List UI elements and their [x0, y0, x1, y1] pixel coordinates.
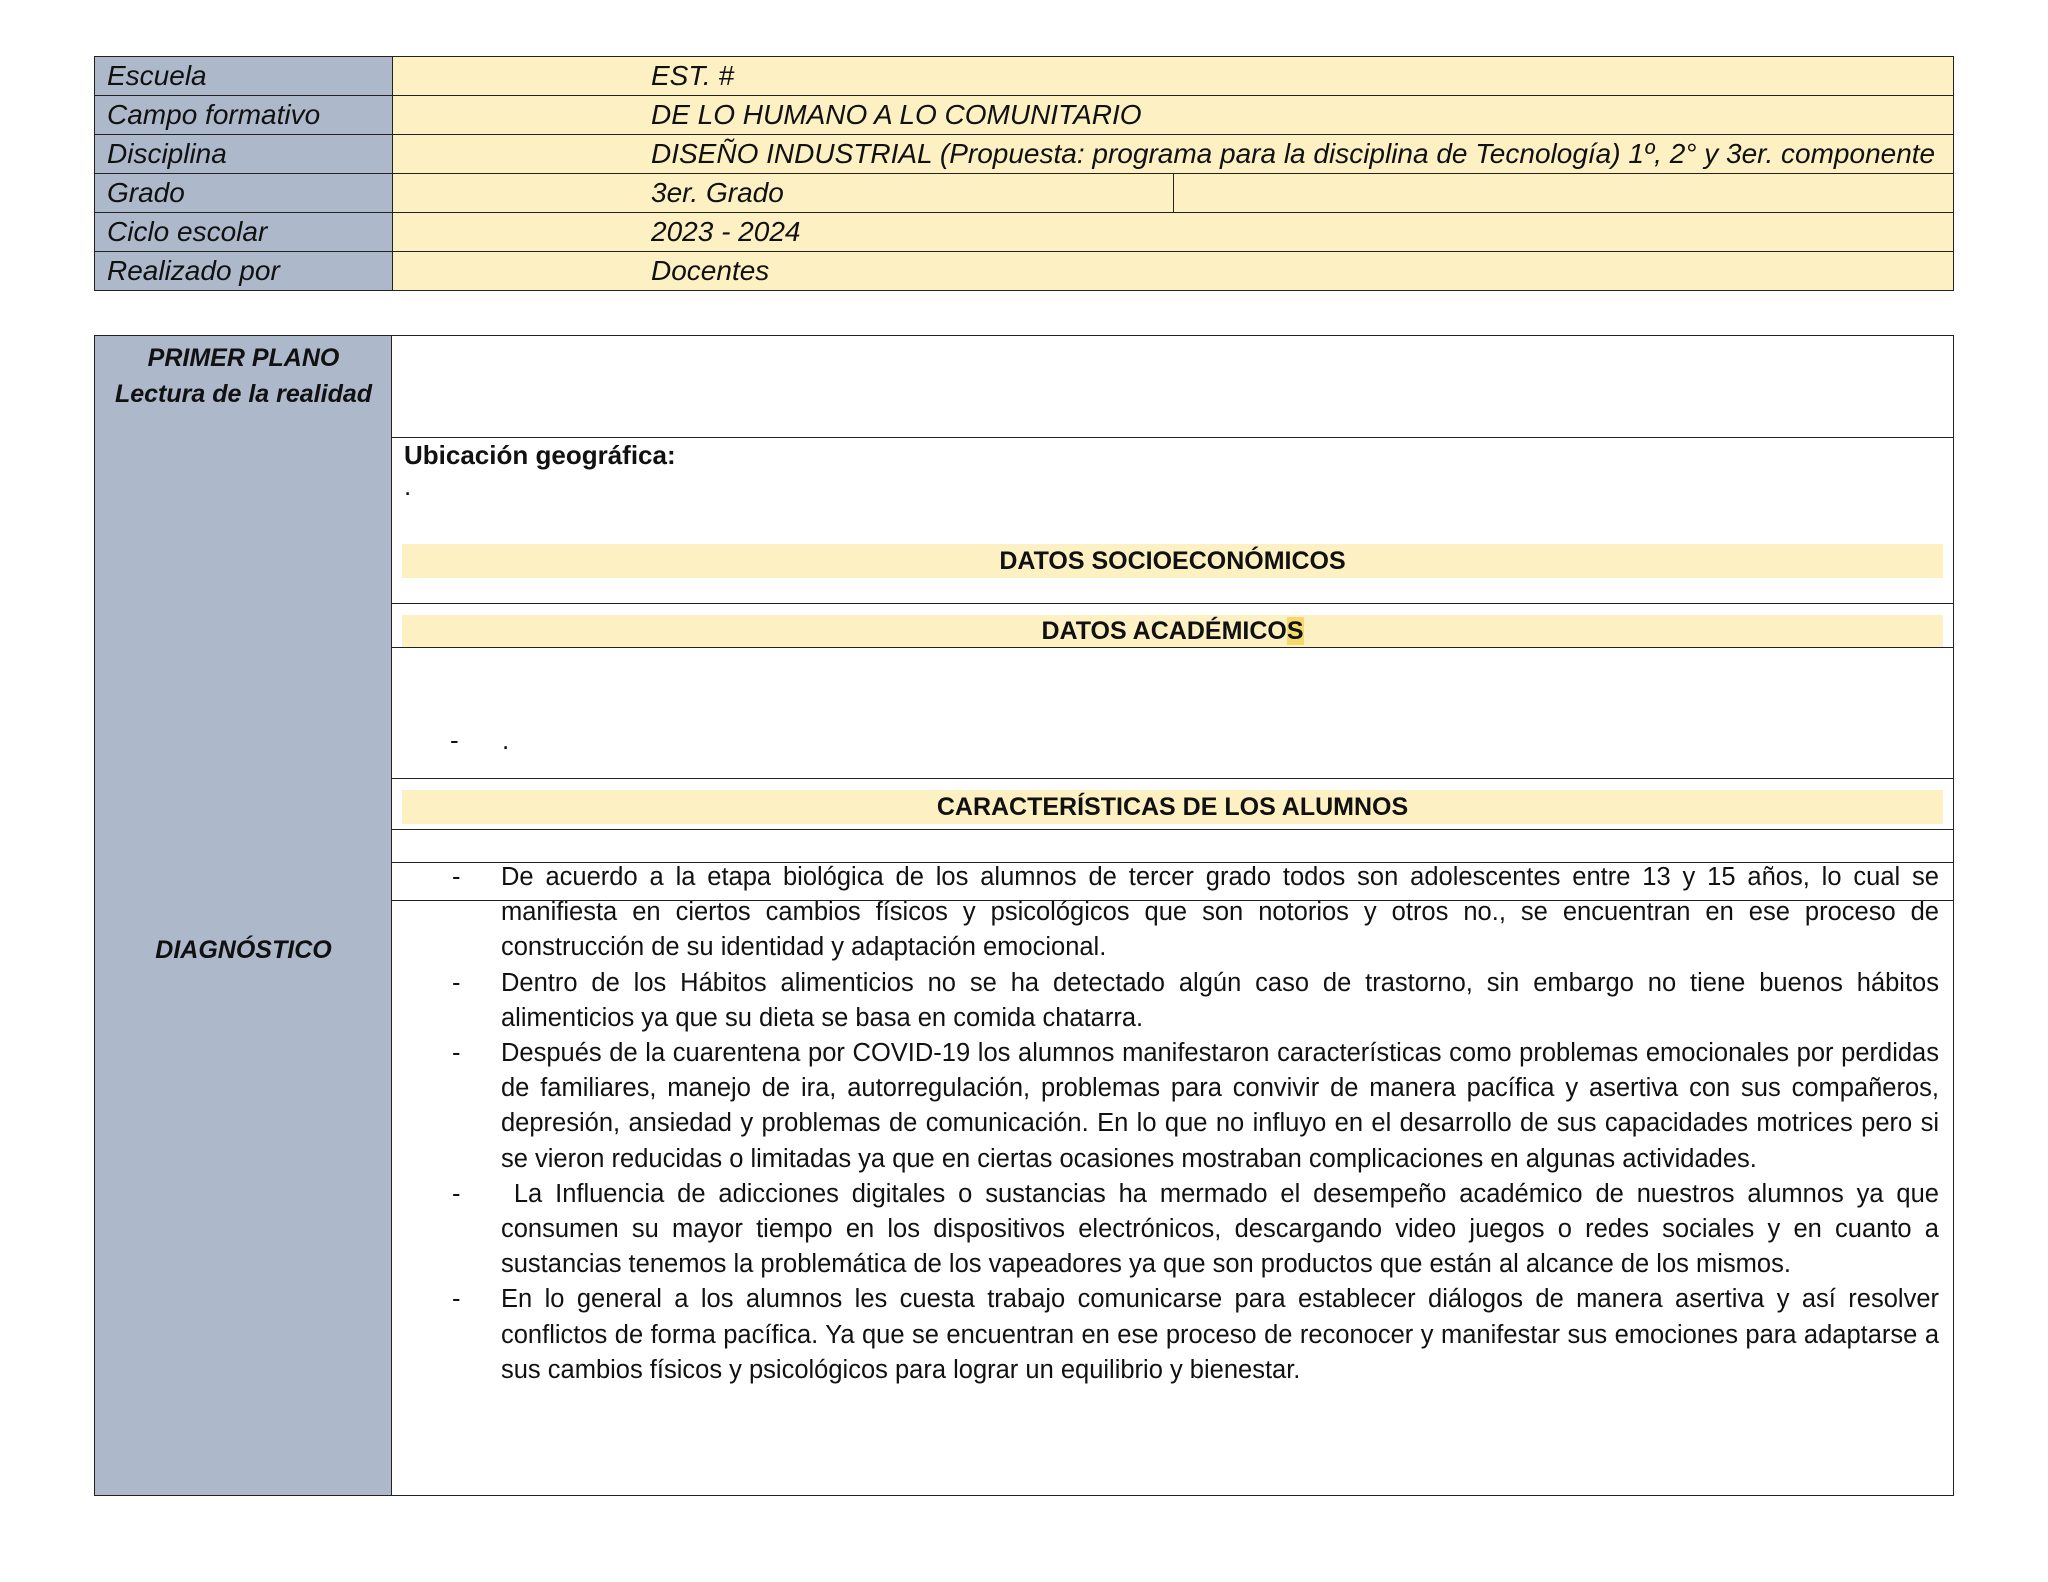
caracteristicas-heading: CARACTERÍSTICAS DE LOS ALUMNOS [402, 790, 1943, 824]
header-row-disciplina [95, 135, 1954, 174]
list-dash: - [452, 1179, 461, 1208]
list-item-text: De acuerdo a la etapa biológica de los alumnos de tercer grado todos son adolescentes entre 13 y 15 años, lo cual se manifiesta en ciertos cambios físicos y psicológicos que son notorios y otros no., se encuentran en ese proceso de construcción de su identidad y adaptación emocional. [501, 863, 1939, 962]
list-item [452, 1036, 1939, 1177]
list-dash: - [452, 968, 461, 997]
list-item [452, 966, 1939, 1036]
header-value: DE LO HUMANO A LO COMUNITARIO [393, 96, 1954, 135]
header-row-grado [95, 174, 1954, 213]
list-item-text: Dentro de los Hábitos alimenticios no se ha detectado algún caso de trastorno, sin embargo no tiene buenos hábitos alimenticios ya que su dieta se basa en comida chatarra. [501, 968, 1939, 1032]
list-dash: - [452, 1285, 461, 1314]
header-row-campo [95, 96, 1954, 135]
header-label: Campo formativo [95, 96, 393, 135]
academicos-dash: - [450, 725, 459, 755]
header-value: EST. # [393, 57, 1954, 96]
diagnostico-table [94, 335, 1954, 1496]
header-label: Ciclo escolar [95, 213, 393, 252]
header-label: Realizado por [95, 252, 393, 291]
list-dash: - [452, 863, 461, 891]
header-row-ciclo [95, 213, 1954, 252]
header-value: 2023 - 2024 [393, 213, 1954, 252]
list-item-text: La Influencia de adicciones digitales o sustancias ha mermado el desempeño académico de nuestros alumnos ya que consumen su mayor tiempo en los dispositivos electrónicos, descargando video juegos o redes sociales y en cuanto a sustancias tenemos la problemática de los vapeadores ya que son productos que están al alcance de los mismos. [501, 1179, 1947, 1279]
socioeconomicos-heading: DATOS SOCIOECONÓMICOS [402, 544, 1943, 578]
diagnostico-title: DIAGNÓSTICO [155, 936, 332, 964]
academicos-heading-highlight: S [1286, 617, 1304, 645]
diagnostico-content [392, 336, 1953, 1495]
header-value-empty [1173, 174, 1954, 213]
ubicacion-value: . [404, 471, 412, 501]
lectura-realidad-title: Lectura de la realidad [114, 380, 373, 408]
diagnostico-label-column [95, 336, 392, 1495]
header-value: Docentes [393, 252, 1954, 291]
header-row-realizado [95, 252, 1954, 291]
academicos-item: . [502, 725, 510, 755]
list-item [452, 860, 1939, 966]
primer-plano-heading [95, 340, 392, 412]
caracteristicas-list [452, 860, 1947, 1388]
academicos-heading [402, 615, 1943, 647]
list-item-text: En lo general a los alumnos les cuesta trabajo comunicarse para establecer diálogos de manera asertiva y así resolver conflictos de forma pacífica. Ya que se encuentran en ese proceso de reconocer y manifestar sus emociones para adaptarse a sus cambios físicos y psicológicos para lograr un equilibrio y bienestar. [501, 1285, 1939, 1384]
list-item [452, 1282, 1939, 1388]
header-value: 3er. Grado [393, 174, 1174, 213]
header-value: DISEÑO INDUSTRIAL (Propuesta: programa para la disciplina de Tecnología) 1º, 2° y 3er. componente [393, 135, 1954, 174]
list-item [452, 1177, 1947, 1283]
header-table [94, 56, 1954, 291]
academicos-heading-text: DATOS ACADÉMICO [1041, 617, 1287, 645]
header-label: Escuela [95, 57, 393, 96]
header-label: Disciplina [95, 135, 393, 174]
header-row-escuela [95, 57, 1954, 96]
list-item-text: Después de la cuarentena por COVID-19 los alumnos manifestaron características como problemas emocionales por perdidas de familiares, manejo de ira, autorregulación, problemas para convivir de manera pacífica y asertiva con sus compañeros, depresión, ansiedad y problemas de comunicación. En lo que no influyo en el desarrollo de sus capacidades motrices pero si se vieron reducidas o limitadas ya que en ciertas ocasiones mostraban complicaciones en algunas actividades. [501, 1039, 1939, 1173]
primer-plano-title: PRIMER PLANO [147, 344, 340, 372]
header-label: Grado [95, 174, 393, 213]
list-dash: - [452, 1039, 461, 1068]
ubicacion-title: Ubicación geográfica: [404, 440, 676, 470]
